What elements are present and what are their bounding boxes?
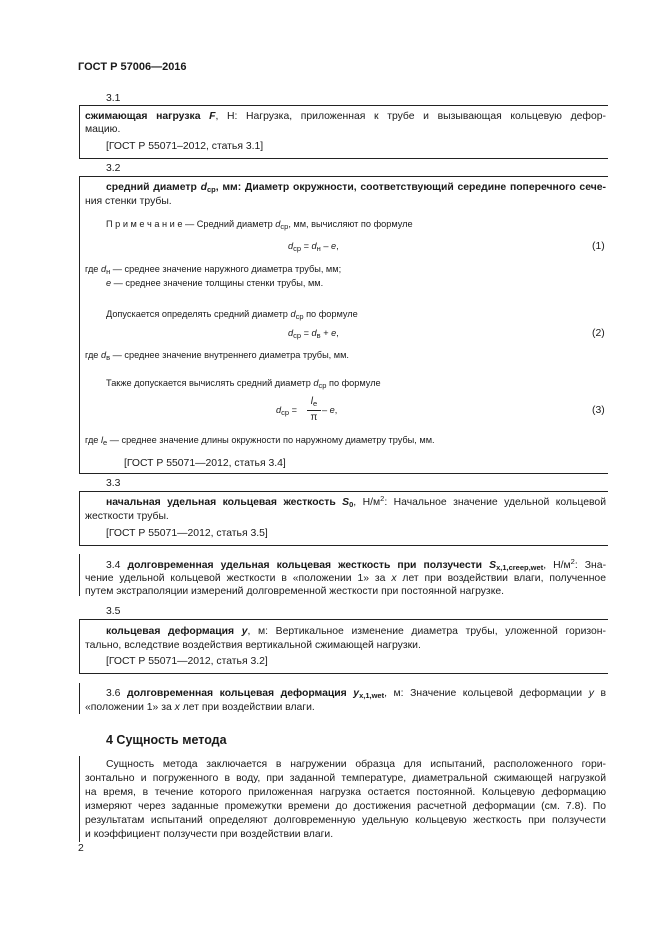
allow-formula-3: Также допускается вычислять средний диаметр $d_{ср}$ по формуле (106, 378, 381, 390)
section-4-title: 4 Сущность метода (106, 733, 227, 747)
equation-3-number: (3) (592, 405, 605, 416)
equation-3-lhs: $d_{ср}$ = (276, 405, 297, 417)
section-4-change-bar (79, 756, 80, 842)
term-3-4-def-line3: путем экстраполяции измерений долговременной жесткости при постоянной нагрузке. (85, 586, 505, 597)
term-3-6-def-line1: 3.6 долговременная кольцевая деформация $y_{x,1,wet}$, м: Значение кольцевой деформации y в (106, 688, 606, 700)
term-3-5-name: кольцевая деформация (106, 626, 235, 637)
equation-1: $d_{ср} = d_н - e$, (288, 241, 339, 253)
document-header: ГОСТ Р 57006—2016 (78, 61, 187, 73)
where-3: где $l_e$ — среднее значение длины окружности по наружному диаметру трубы, мм. (85, 435, 435, 447)
section-4-line-6: и коэффициент ползучести при воздействии влаги. (85, 829, 334, 840)
section-4-line-4: измеряют через заданные промежутки времени до достижения расчетной деформации (см. 7.8). По (85, 801, 606, 812)
term-3-2-name: средний диаметр (106, 182, 197, 193)
term-3-2-def-line2: ния стенки трубы. (85, 196, 172, 207)
term-3-1-symbol: F (209, 111, 216, 122)
term-3-1-def1: , Н: Нагрузка, приложенная к трубе и вызывающая кольцевую дефор- (215, 111, 606, 122)
term-3-4-change-bar (79, 554, 80, 596)
term-3-2-note: П р и м е ч а н и е — Средний диаметр $d_{ср}$, мм, вычисляют по формуле (106, 219, 413, 231)
fraction-bar (307, 410, 321, 411)
equation-1-number: (1) (592, 241, 605, 252)
section-4-line-3: на время, в течение которого приложенная нагрузка остается постоянной. Кольцевую деформацию (85, 787, 606, 798)
term-number-3-5: 3.5 (106, 606, 121, 617)
term-3-4-def-line2: чение удельной кольцевой жесткости в «положении 1» за x лет при воздействии влаги, полученное (85, 573, 606, 584)
term-3-3-reference: [ГОСТ Р 55071—2012, статья 3.5] (106, 528, 268, 539)
section-4-line-2: зонтально и погруженного в воду, при заданной температуре, диаметральной сжимающей нагрузкой (85, 773, 606, 784)
note-label: П р и м е ч а н и е (106, 219, 183, 229)
equation-2-number: (2) (592, 328, 605, 339)
equation-2: $d_{ср} = d_в + e$, (288, 328, 339, 340)
where-1b: e — среднее значение толщины стенки трубы, мм. (106, 278, 324, 288)
equation-3-numerator: $l_e$ (310, 396, 318, 408)
term-3-6-change-bar (79, 683, 80, 714)
where-1a: где $d_н$ — среднее значение наружного диаметра трубы, мм; (85, 264, 342, 276)
term-number-3-1: 3.1 (106, 93, 121, 104)
term-3-1-def-line2: мацию. (85, 124, 121, 135)
where-2: где $d_в$ — среднее значение внутреннего диаметра трубы, мм. (85, 350, 349, 362)
term-3-1-def-line1 (85, 111, 606, 122)
term-3-5-def-line1: кольцевая деформация y, м: Вертикальное изменение диаметра трубы, уложенной горизон- (106, 626, 607, 637)
equation-3-denominator: π (310, 412, 318, 423)
term-3-3-def-line2: жесткости трубы. (85, 511, 169, 522)
term-3-2-reference: [ГОСТ Р 55071—2012, статья 3.4] (124, 458, 286, 469)
term-3-5-def-line2: тально, вследствие воздействия вертикальной сжимающей нагрузки. (85, 640, 421, 651)
term-3-4-name: долговременная удельная кольцевая жесткость при ползучести (127, 560, 483, 571)
section-4-line-5: результатам испытаний определяют долговременную удельную кольцевую жесткость при ползучести (85, 815, 606, 826)
section-4-line-1: Сущность метода заключается в нагружении образца для испытаний, расположенного гори- (106, 759, 606, 770)
term-3-5-reference: [ГОСТ Р 55071—2012, статья 3.2] (106, 656, 268, 667)
term-3-3-name: начальная удельная кольцевая жесткость (106, 497, 336, 508)
term-3-1-reference: [ГОСТ Р 55071–2012, статья 3.1] (106, 141, 264, 152)
allow-formula-2: Допускается определять средний диаметр $d_{ср}$ по формуле (106, 309, 358, 321)
page-number: 2 (78, 843, 84, 854)
term-number-3-3: 3.3 (106, 478, 121, 489)
term-3-3-def-line1: начальная удельная кольцевая жесткость $S_0$, $Н/м^2$: Начальное значение удельной кольцевой (106, 494, 607, 509)
term-3-6-def-line2: «положении 1» за x лет при воздействии влаги. (85, 702, 315, 713)
term-3-1-name: сжимающая нагрузка (85, 111, 201, 122)
term-3-4-def-line1: 3.4 долговременная удельная кольцевая жесткость при ползучести $S_{x,1,creep,wet}$, $Н/м^2$: Зна- (106, 557, 607, 572)
term-number-3-2: 3.2 (106, 163, 121, 174)
term-3-6-name: долговременная кольцевая деформация (127, 688, 347, 699)
equation-3-rhs: – e, (322, 405, 338, 415)
term-3-2-def-line1: средний диаметр $d_{cp}$, мм: Диаметр окружности, соответствующий середине поперечного сече- (106, 182, 606, 194)
